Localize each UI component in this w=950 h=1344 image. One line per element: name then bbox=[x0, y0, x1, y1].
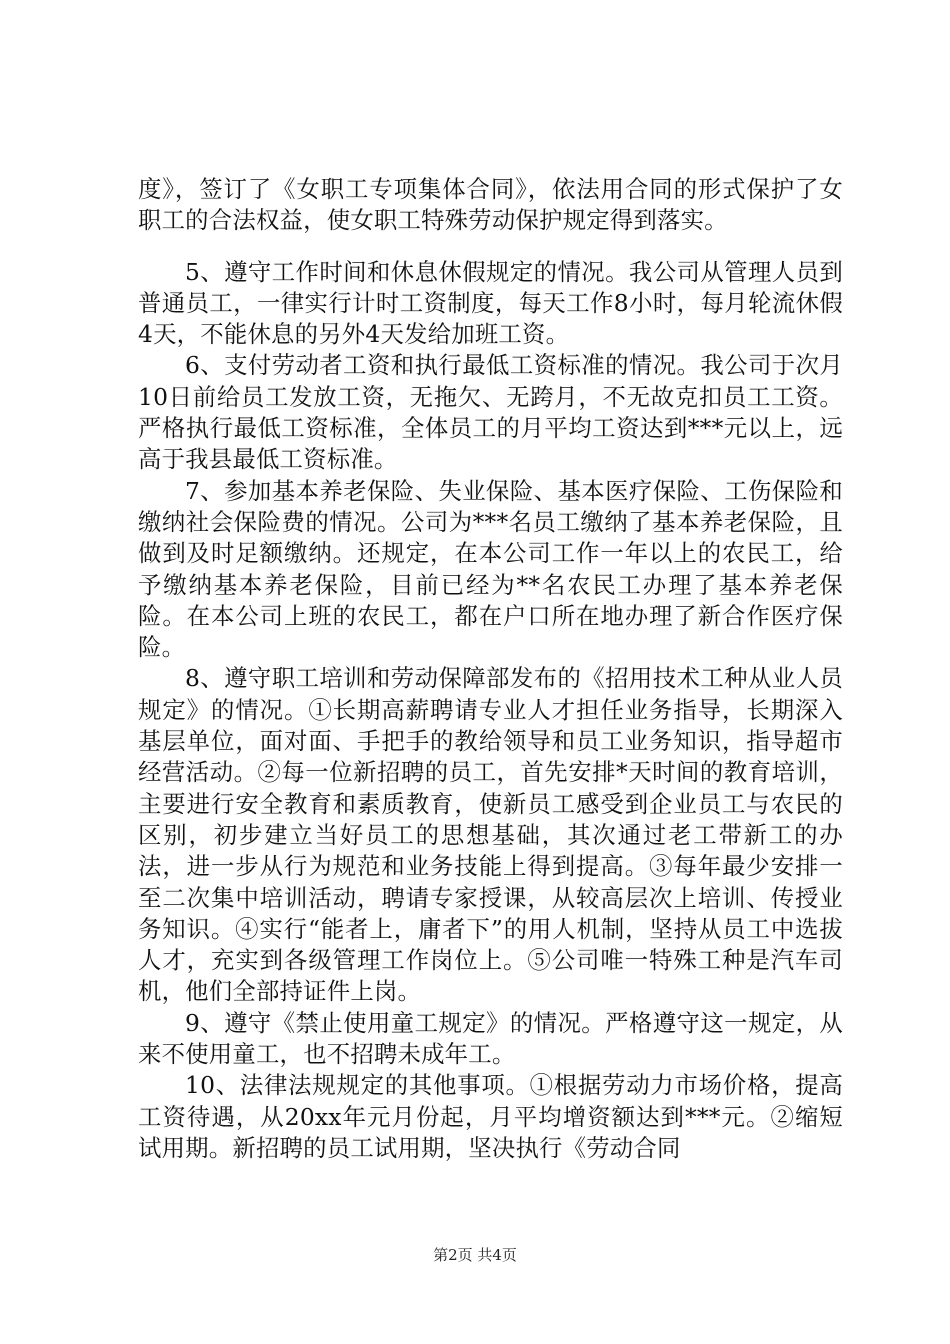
page-footer: 第2页 共4页 bbox=[433, 1246, 517, 1264]
paragraph-item-6: 6、支付劳动者工资和执行最低工资标准的情况。我公司于次月10日前给员工发放工资，无拖欠、无跨月，不无故克扣员工工资。严格执行最低工资标准，全体员工的月平均工资达到***元以上，远高于我县最低工资标准。 bbox=[138, 351, 843, 474]
paragraph-item-8: 8、遵守职工培训和劳动保障部发布的《招用技术工种从业人员规定》的情况。①长期高薪聘请专业人才担任业务指导，长期深入基层单位，面对面、手把手的教给领导和员工业务知识，指导超市经营活动。②每一位新招聘的员工，首先安排*天时间的教育培训，主要进行安全教育和素质教育，使新员工感受到企业员工与农民的区别，初步建立当好员工的思想基础，其次通过老工带新工的办法，进一步从行为规范和业务技能上得到提高。③每年最少安排一至二次集中培训活动，聘请专家授课，从较高层次上培训、传授业务知识。④实行“能者上，庸者下”的用人机制，坚持从员工中选拔人才，充实到各级管理工作岗位上。⑤公司唯一特殊工种是汽车司机，他们全部持证件上岗。 bbox=[138, 664, 843, 1006]
document-body bbox=[138, 174, 843, 1164]
paragraph-item-9: 9、遵守《禁止使用童工规定》的情况。严格遵守这一规定，从来不使用童工，也不招聘未成年工。 bbox=[138, 1008, 843, 1069]
paragraph-gap bbox=[138, 237, 843, 257]
paragraph-continuation: 度》，签订了《女职工专项集体合同》，依法用合同的形式保护了女职工的合法权益，使女职工特殊劳动保护规定得到落实。 bbox=[138, 175, 843, 235]
paragraph-item-10: 10、法律法规规定的其他事项。①根据劳动力市场价格，提高工资待遇，从20xx年元月份起，月平均增资额达到***元。②缩短试用期。新招聘的员工试用期，坚决执行《劳动合同 bbox=[138, 1071, 843, 1162]
paragraph-item-7: 7、参加基本养老保险、失业保险、基本医疗保险、工伤保险和缴纳社会保险费的情况。公司为***名员工缴纳了基本养老保险，且做到及时足额缴纳。还规定，在本公司工作一年以上的农民工，给予缴纳基本养老保险，目前已经为**名农民工办理了基本养老保险。在本公司上班的农民工，都在户口所在地办理了新合作医疗保险。 bbox=[138, 476, 843, 662]
paragraph-item-5: 5、遵守工作时间和休息休假规定的情况。我公司从管理人员到普通员工，一律实行计时工资制度，每天工作8小时，每月轮流休假4天，不能休息的另外4天发给加班工资。 bbox=[138, 257, 843, 349]
